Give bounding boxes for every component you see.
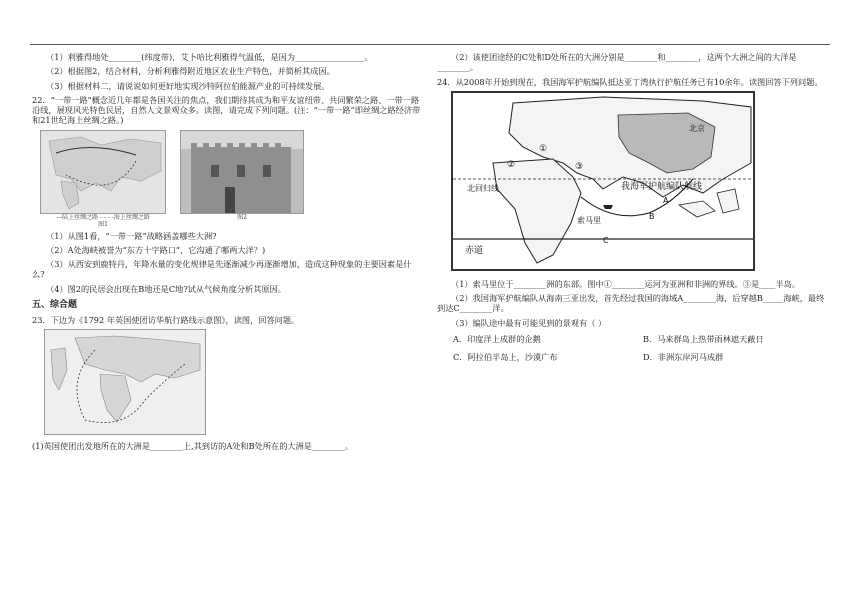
q23-part1: (1)英国使团出发地所在的大洲是________上,其到访的A处和B处所在的大洲是________。 xyxy=(32,441,353,452)
marker-1: ① xyxy=(539,143,548,154)
q24-intro: 24．从2008年开始到现在，我国海军护航编队抵达亚丁湾执行护航任务已有10余年。读图回答下列问题。 xyxy=(437,76,823,87)
marker-3: ③ xyxy=(575,161,584,172)
q23-part2: （2）该使团途经的C处和D处所在的大洲分别是________和________，这两个大洲之间的大洋是________。 xyxy=(437,52,797,73)
option-c: C．阿拉伯半岛上，沙漠广布 xyxy=(453,352,558,362)
option-b: B．马来群岛上热带雨林遮天蔽日 xyxy=(643,333,764,344)
escort-route-map xyxy=(451,91,755,271)
q23-intro: 23．下边为《1792 年英国使团访华航行路线示意图》，读图，回答问题。 xyxy=(32,315,300,325)
tropic-label: 北回归线 xyxy=(467,183,499,193)
somalia-label: 索马里 xyxy=(577,215,601,225)
q24-part1: （1）索马里位于________洲的东部。图中①________运河为亚洲和非洲的界线。③是____半岛。 xyxy=(451,278,801,289)
marker-2: ② xyxy=(507,159,516,170)
q24-part2: （2）我国海军护航编队从海南三亚出发，首先经过我国的海域A________海，后穿越B_____海峡，最终到达C________洋。 xyxy=(437,293,825,314)
q24-options xyxy=(453,334,829,363)
q22-part3: （3）从西安到鹿特丹，年降水量的变化规律是先逐渐减少再逐渐增加，造成这种现象的主要因素是什么? xyxy=(32,259,412,280)
option-a: A．印度洋上成群的企鹅 xyxy=(453,333,541,344)
beijing-label: 北京 xyxy=(689,123,705,133)
marker-B: B xyxy=(649,211,655,221)
voyage-route-map xyxy=(44,329,206,435)
route-label: 我海军护航编队航线 xyxy=(621,181,703,192)
marker-A: A xyxy=(663,195,669,205)
figure-1 xyxy=(40,130,166,229)
dwelling-photo xyxy=(180,130,304,214)
q21-part1: （1）利雅得地处________(纬度带)，艾卜哈比利雅得气温低，是因为_________________。 xyxy=(46,52,373,62)
header-rule xyxy=(30,44,830,45)
equator-label: 赤道 xyxy=(465,245,484,256)
figure-1-caption: 图1 xyxy=(98,221,108,228)
option-d: D．非洲东岸河马成群 xyxy=(643,352,724,362)
figure-1-legend: —陆上丝绸之路 - - - -海上丝绸之路 xyxy=(56,213,150,221)
q21-part2: （2）根据图2，结合材料，分析利雅得附近地区农业生产特色，并简析其成因。 xyxy=(46,66,335,77)
figure-2 xyxy=(180,130,304,229)
q24-part3: （3）编队途中最有可能见到的景观有（ ） xyxy=(451,317,607,328)
q22-part4: （4）图2的民居会出现在B地还是C地?试从气候角度分析其原因。 xyxy=(46,283,286,294)
q22-figures xyxy=(40,130,422,229)
silk-road-map xyxy=(40,130,166,214)
section-heading: 五、综合题 xyxy=(32,299,78,310)
marker-C: C xyxy=(603,235,609,245)
q22-part1: （1）从图1看，“一带一路”战略涵盖哪些大洲? xyxy=(46,230,217,241)
figure-2-caption: 图2 xyxy=(237,213,247,221)
q21-part3: （3）根据材料二，请说说如何更好地实现沙特阿拉伯能源产业的可持续发展。 xyxy=(46,80,330,91)
q22-part2: （2）A处海峡被誉为“东方十字路口”，它沟通了哪两大洋？) xyxy=(46,244,266,255)
left-column xyxy=(32,52,422,456)
right-column xyxy=(437,52,829,362)
q22-intro: 22．“一带一路”概念近几年都是各国关注的焦点，我们期待其成为和平友谊纽带、共同繁荣之路、一带一路沿线，展现风光特色民居，自然人文景观众多。读图，请完成下列问题。(注：“一带一路”即丝绸之路经济带和21世纪海上丝绸之路。) xyxy=(32,94,421,126)
